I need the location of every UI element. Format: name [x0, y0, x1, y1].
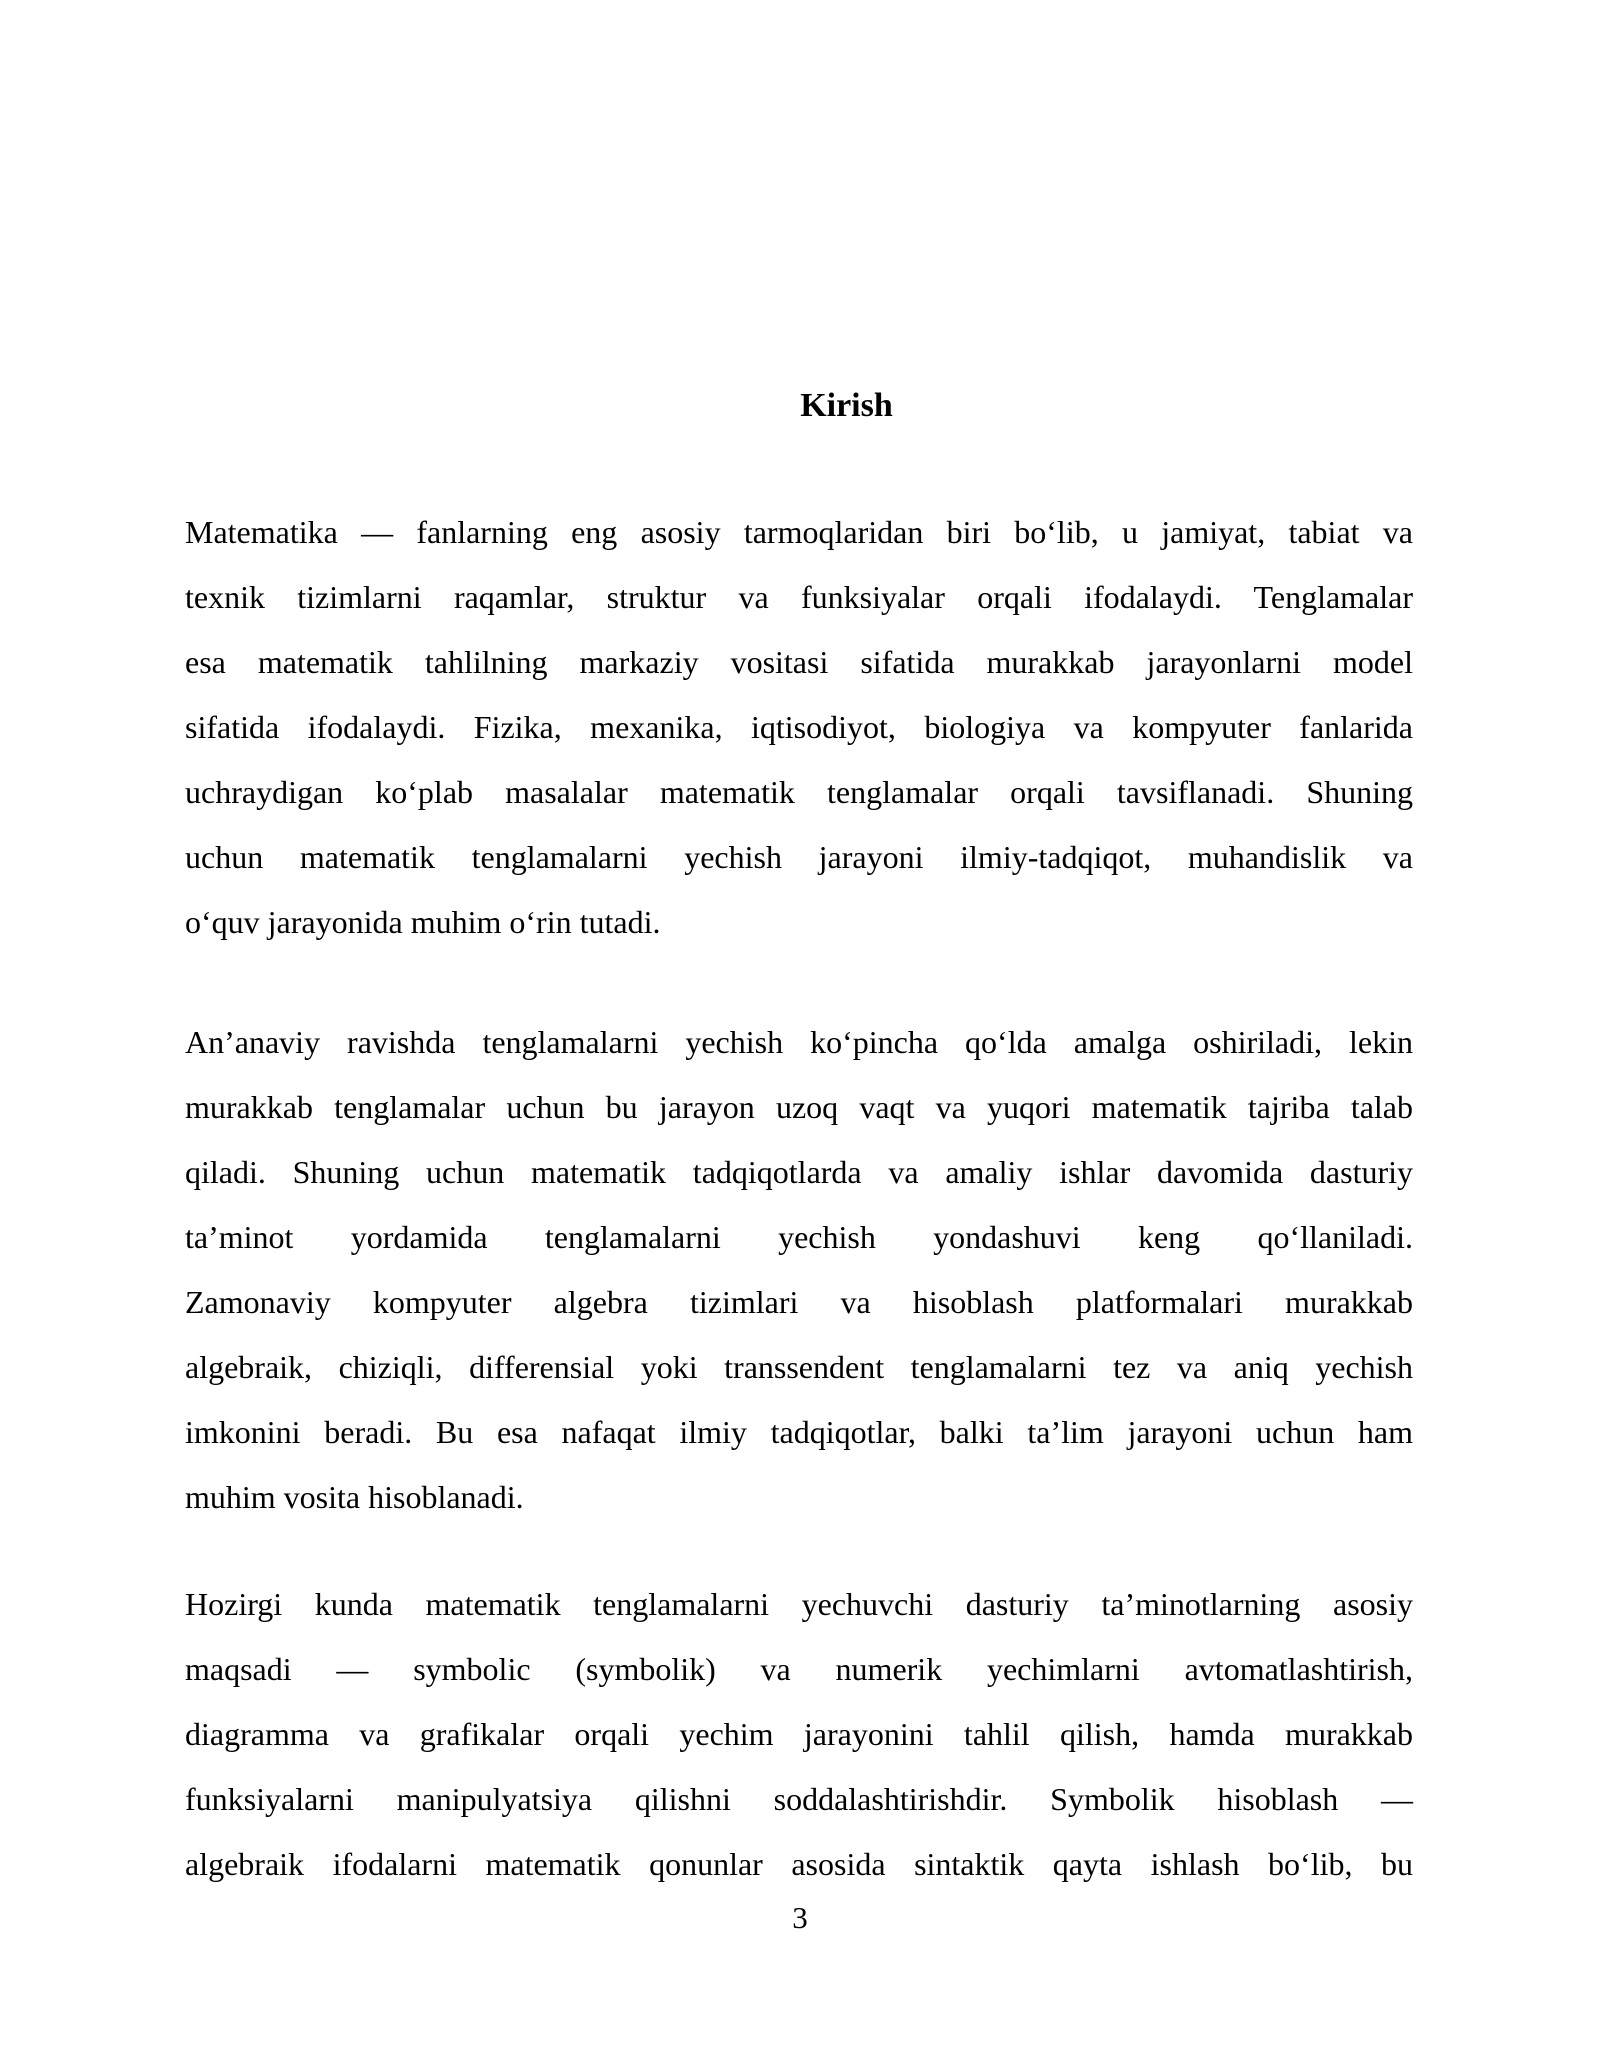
text-line: diagramma va grafikalar orqali yechim jarayonini tahlil qilish, hamda murakkab	[185, 1716, 1413, 1752]
text-line: Zamonaviy kompyuter algebra tizimlari va hisoblash platformalari murakkab	[185, 1284, 1413, 1320]
text-line: Hozirgi kunda matematik tenglamalarni yechuvchi dasturiy ta’minotlarning asosiy	[185, 1586, 1413, 1622]
text-line: uchraydigan ko‘plab masalalar matematik tenglamalar orqali tavsiflanadi. Shuning	[185, 774, 1413, 810]
text-line: funksiyalarni manipulyatsiya qilishni soddalashtirishdir. Symbolik hisoblash —	[185, 1781, 1413, 1817]
section-title: Kirish	[800, 387, 893, 424]
text-line: o‘quv jarayonida muhim o‘rin tutadi.	[185, 904, 661, 940]
text-line: imkonini beradi. Bu esa nafaqat ilmiy tadqiqotlar, balki ta’lim jarayoni uchun ham	[185, 1414, 1413, 1450]
text-line: muhim vosita hisoblanadi.	[185, 1479, 524, 1515]
text-line: Matematika — fanlarning eng asosiy tarmoqlaridan biri bo‘lib, u jamiyat, tabiat va	[185, 514, 1413, 550]
text-line: An’anaviy ravishda tenglamalarni yechish ko‘pincha qo‘lda amalga oshiriladi, lekin	[185, 1024, 1413, 1060]
paragraph-2	[185, 1010, 1413, 1530]
text-line: esa matematik tahlilning markaziy vositasi sifatida murakkab jarayonlarni model	[185, 644, 1413, 680]
paragraph-1	[185, 500, 1413, 955]
text-line: texnik tizimlarni raqamlar, struktur va funksiyalar orqali ifodalaydi. Tenglamalar	[185, 579, 1413, 615]
page-number: 3	[792, 1900, 808, 1935]
text-line: algebraik ifodalarni matematik qonunlar asosida sintaktik qayta ishlash bo‘lib, bu	[185, 1846, 1413, 1882]
text-line: maqsadi — symbolic (symbolik) va numerik yechimlarni avtomatlashtirish,	[185, 1651, 1413, 1687]
paragraph-3	[185, 1572, 1413, 1897]
text-line: algebraik, chiziqli, differensial yoki transsendent tenglamalarni tez va aniq yechish	[185, 1349, 1413, 1385]
text-line: uchun matematik tenglamalarni yechish jarayoni ilmiy-tadqiqot, muhandislik va	[185, 839, 1413, 875]
text-line: murakkab tenglamalar uchun bu jarayon uzoq vaqt va yuqori matematik tajriba talab	[185, 1089, 1413, 1125]
text-line: ta’minot yordamida tenglamalarni yechish yondashuvi keng qo‘llaniladi.	[185, 1219, 1413, 1255]
text-line: sifatida ifodalaydi. Fizika, mexanika, iqtisodiyot, biologiya va kompyuter fanlarida	[185, 709, 1413, 745]
text-line: qiladi. Shuning uchun matematik tadqiqotlarda va amaliy ishlar davomida dasturiy	[185, 1154, 1413, 1190]
